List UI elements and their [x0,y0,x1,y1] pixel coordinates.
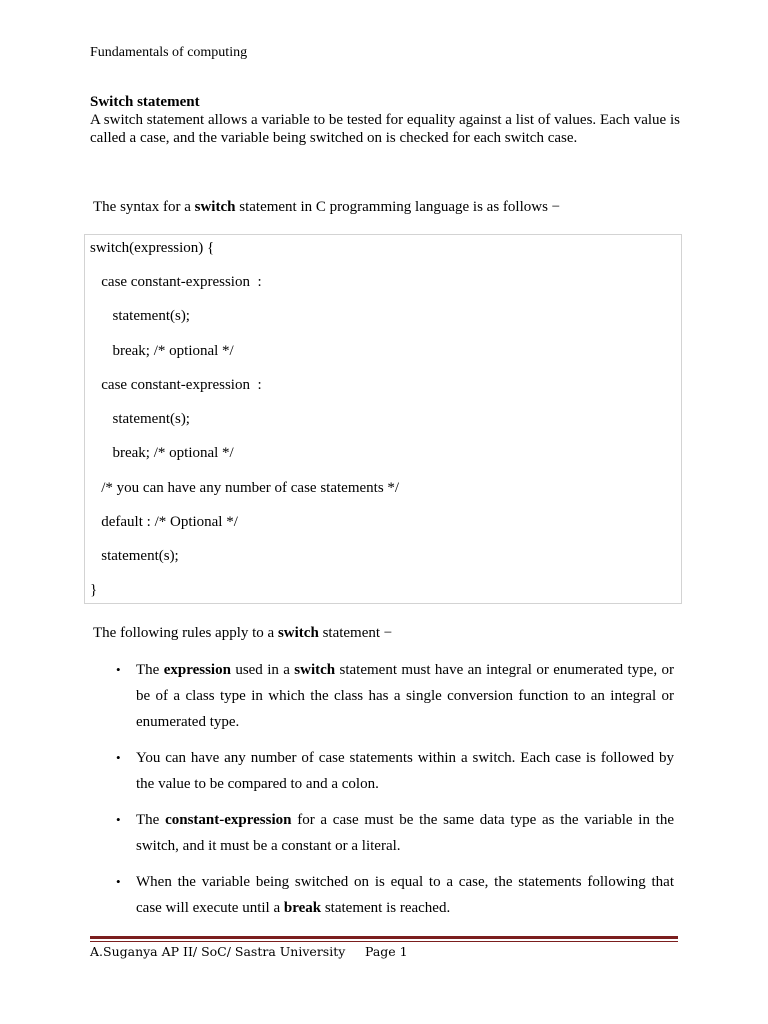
footer-author: A.Suganya AP II/ SoC/ Sastra University [90,944,346,959]
rule-text-part: You can have any number of case statements within a switch. Each case is followed by the value to be compared to and a colon. [136,750,674,792]
rule-text-part: The [136,662,164,678]
syntax-intro [93,199,560,216]
syntax-intro-text: The syntax for a [93,199,195,215]
rule-text-part: statement must have an integral or enumerated type, or be of a class type in which the class has a single conversion function to an integral or enumerated type. [136,662,674,730]
syntax-intro-text-end: statement in C programming language is as follows − [235,199,561,215]
intro-paragraph: A switch statement allows a variable to be tested for equality against a list of values. Each value is called a case, and the variable being switched on is checked for each switch case. [90,112,680,146]
rule-bold-term: break [283,900,322,916]
rules-intro [93,625,392,642]
bullet-icon: • [116,812,121,827]
rule-text [136,657,674,735]
rule-text [136,807,674,859]
bullet-icon: • [116,874,121,889]
rule-text-part: statement is reached. [321,900,451,916]
section-title: Switch statement [90,94,200,110]
code-line: statement(s); [90,411,190,427]
rule-bold-term: expression [163,662,231,678]
code-line: statement(s); [90,308,190,324]
rule-bold-term: switch [294,662,336,678]
rule-item [116,657,674,735]
rule-text-part: used in a [230,662,295,678]
rule-text [136,745,674,797]
code-line: } [90,582,98,598]
rule-text-part: for a case must be the same data type as the variable in the switch, and it must be a constant or a literal. [136,812,675,854]
rule-text-part: The [136,812,166,828]
rule-text-part: When the variable being switched on is equal to a case, the statements following that case will execute until a [136,874,674,916]
rule-item [116,807,674,859]
rules-intro-text: The following rules apply to a [93,625,278,641]
footer-divider-thin [90,941,678,942]
code-line: break; /* optional */ [90,343,234,359]
bullet-icon: • [116,662,121,677]
rule-item [116,869,674,921]
rule-text [136,869,674,921]
rules-intro-text-end: statement − [318,625,393,641]
rule-bold-term: constant-expression [165,812,292,828]
code-line: case constant-expression : [90,377,262,393]
syntax-keyword: switch [194,199,236,215]
bullet-icon: • [116,750,121,765]
code-line: /* you can have any number of case statements */ [90,480,400,496]
rule-item [116,745,674,797]
rules-intro-keyword: switch [277,625,319,641]
code-block [84,234,682,604]
code-line: default : /* Optional */ [90,514,238,530]
code-line: switch(expression) { [90,240,215,256]
code-line: case constant-expression : [90,274,262,290]
footer-page-number: Page 1 [365,944,408,959]
page-header: Fundamentals of computing [90,45,248,60]
code-line: break; /* optional */ [90,445,234,461]
code-line: statement(s); [90,548,179,564]
footer-divider [90,936,678,939]
